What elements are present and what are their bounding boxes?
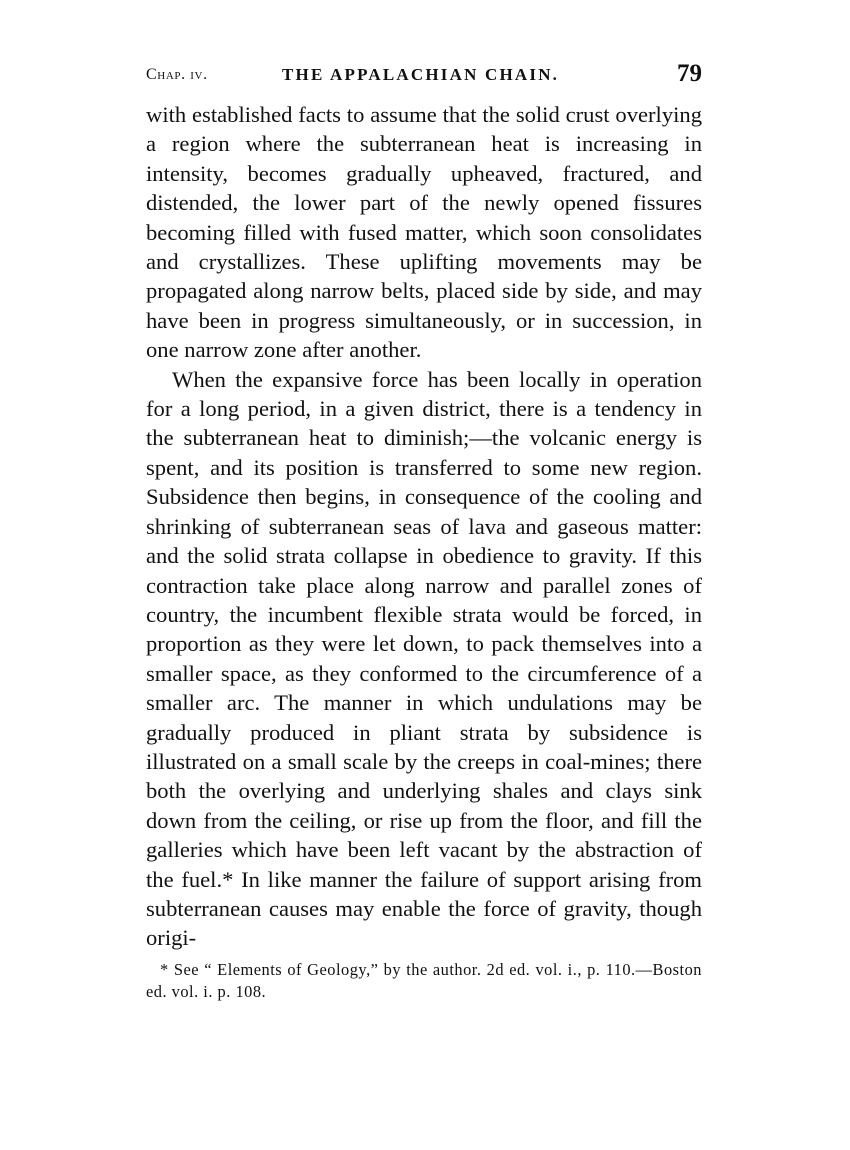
running-title: THE APPALACHIAN CHAIN.	[282, 65, 560, 84]
page-number: 79	[677, 60, 702, 87]
paragraph-continued: with established facts to assume that the solid crust overlying a region where the subterranean heat is increasing in intensity, becomes gradually upheaved, fractured, and distended, the lower part of the newly opened fissures becoming filled with fused matter, which soon consolidates and crystallizes. These uplifting movements may be propagated along narrow belts, placed side by side, and may have been in progress simultaneously, or in succession, in one narrow zone after another.	[146, 102, 702, 363]
footnote: * See “ Elements of Geology,” by the author. 2d ed. vol. i., p. 110.—Boston ed. vol. i. p. 108.	[146, 959, 702, 1001]
book-page	[146, 62, 702, 1003]
running-head	[146, 62, 702, 90]
paragraph: When the expansive force has been locally in operation for a long period, in a given district, there is a tendency in the subterranean heat to diminish;—the volcanic energy is spent, and its position is transferred to some new region. Subsidence then begins, in consequence of the cooling and shrinking of subterranean seas of lava and gaseous matter: and the solid strata collapse in obedience to gravity. If this contraction take place along narrow and parallel zones of country, the incumbent flexible strata would be forced, in proportion as they were let down, to pack themselves into a smaller space, as they conformed to the circumference of a smaller arc. The manner in which undulations may be gradually produced in pliant strata by subsidence is illustrated on a small scale by the creeps in coal-mines; there both the overlying and underlying shales and clays sink down from the ceiling, or rise up from the floor, and fill the galleries which have been left vacant by the abstraction of the fuel.* In like manner the failure of support arising from subterranean causes may enable the force of gravity, though origi-	[146, 366, 702, 951]
chapter-label: Chap. iv.	[146, 66, 208, 83]
body-text	[146, 100, 702, 953]
